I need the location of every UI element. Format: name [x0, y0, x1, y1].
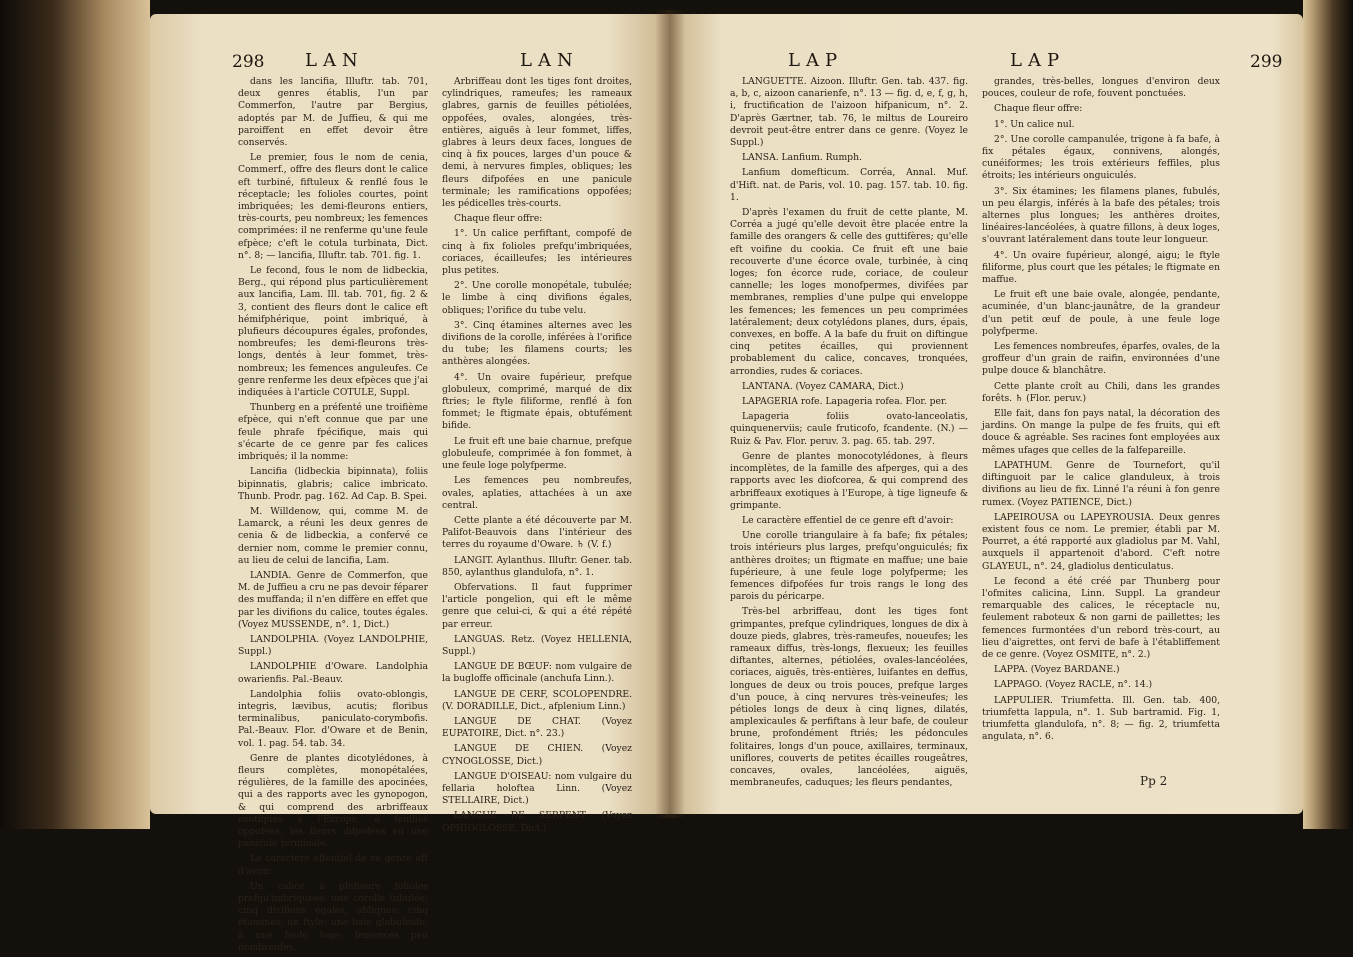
- running-head-right-col2: LAP: [1010, 50, 1066, 71]
- paragraph: dans les lancifia, Illuftr. tab. 701, deux genres établis, l'un par Commerfon, l'autre par Bergius, adoptés par M. de Juffieu, & qui me paroiffent en effet devoir être conservés.: [238, 76, 428, 149]
- paragraph: LAPPULIER. Triumfetta. Ill. Gen. tab. 400, triumfetta lappula, n°. 1. Sub bartramid. Fig. 1, triumfetta glandulofa, n°. 8; — fig. 2, triumfetta angulata, n°. 6.: [982, 694, 1220, 743]
- paragraph: LANGUE DE CHAT. (Voyez EUPATOIRE, Dict. n°. 23.): [442, 715, 632, 740]
- paragraph: Les femences peu nombreufes, ovales, aplaties, attachées à un axe central.: [442, 475, 632, 511]
- book-gutter: [655, 10, 685, 818]
- paragraph: Elle fait, dans fon pays natal, la décoration des jardins. On mange la pulpe de fes fruits, qui eft douce & agréable. Ses racines font employées aux mêmes ufages que celles de la falfepareille.: [982, 408, 1220, 456]
- paragraph: LANGUE DE CHIEN. (Voyez CYNOGLOSSE, Dict.): [442, 743, 632, 767]
- paragraph: 4°. Un ovaire fupérieur, alongé, aigu; le ftyle filiforme, plus court que les pétales; le ftigmate en maffue.: [982, 249, 1220, 286]
- paragraph: 4°. Un ovaire fupérieur, prefque globuleux, comprimé, marqué de dix ftries; le ftyle filiforme, renflé à fon fommet; le ftigmate épais, obtufément bifide.: [442, 371, 632, 432]
- paragraph: Chaque fleur offre:: [994, 103, 1083, 115]
- page-number-left: 298: [232, 52, 265, 72]
- paragraph: 3°. Cinq étamines alternes avec les divifions de la corolle, inférées à l'orifice du tube; les filamens courts; les anthères alongées.: [442, 319, 632, 368]
- paragraph: Le fruit eft une baie ovale, alongée, pendante, acuminée, d'un blanc-jaunâtre, de la grandeur d'un petit œuf de poule, à une feule loge polyfperme.: [982, 289, 1220, 337]
- running-head-left-col1: LAN: [305, 50, 364, 71]
- paragraph: grandes, très-belles, longues d'environ deux pouces, couleur de rofe, fouvent ponctuées.: [982, 76, 1220, 100]
- paragraph: Lanfium domefticum. Corréa, Annal. Muf. d'Hift. nat. de Paris, vol. 10. pag. 157. tab. 10. fig. 1.: [730, 167, 968, 203]
- paragraph: LAPATHUM. Genre de Tournefort, qu'il diftinguoit par le calice glanduleux, à trois divifions au lieu de fix. Linné l'a réuni à fon genre rumex. (Voyez PATIENCE, Dict.): [982, 459, 1220, 508]
- running-head-right-col1: LAP: [788, 50, 844, 71]
- paragraph: LANGUE DE BŒUF: nom vulgaire de la bugloffe officinale (anchufa Linn.).: [442, 661, 632, 685]
- paragraph: D'après l'examen du fruit de cette plante, M. Corréa a jugé qu'elle devoit être placée entre la famille des orangers & celle des guttifères; qu'elle eft voifine du cookia. Ce fruit eft une baie recouverte d'une écorce ovale, turbinée, à cinq loges; fon écorce rude, coriace, de couleur cannelle; les loges monofpermes, divifées par membranes, remplies d'une pulpe qui enveloppe les femences; les femences un peu comprimées latéralement; deux cotylédons planes, durs, épais, convexes, en boffe. A la bafe du fruit on diftingue cinq petites écailles, qui proviennent probablement du calice, concaves, tronquées, arrondies, rudes & coriaces.: [730, 207, 968, 377]
- paragraph: LANGIT. Aylanthus. Illuftr. Gener. tab. 850, aylanthus glandulofa, n°. 1.: [442, 554, 632, 578]
- paragraph: Arbriffeau dont les tiges font droites, cylindriques, rameufes; les rameaux glabres, garnis de feuilles pétiolées, oppofées, ovales, alongées, très-entières, aiguës à leur fommet, liffes, glabres à leurs deux faces, longues de cinq à fix pouces, larges d'un pouce & demi, à nervures fimples, obliques; les fleurs difpofées en une panicule terminale; les ramifications oppofées; les pédicelles très-courts.: [442, 76, 632, 210]
- page-number-right: 299: [1250, 52, 1283, 72]
- paragraph: Le fecond a été créé par Thunberg pour l'ofmites calicina, Linn. Suppl. La grandeur remarquable des calices, le réceptacle nu, feulement raboteux & non garni de paillettes; les femences furmontées d'un rebord très-court, au lieu d'aigrettes, ont fervi de bafe à l'établiffement de ce genre. (Voyez OSMITE, n°. 2.): [982, 575, 1220, 660]
- paragraph: LANGUETTE. Aizoon. Illuftr. Gen. tab. 437. fig. a, b, c, aizoon canarienfe, n°. 13 — fig. d, e, f, g, h, i, fructification de l'aizoon hifpanicum, n°. 2. D'après Gærtner, tab. 76, le miltus de Loureiro devroit peut-être entrer dans ce genre. (Voyez le Suppl.): [730, 76, 968, 149]
- paragraph: Les femences nombreufes, éparfes, ovales, de la groffeur d'un grain de raifin, environnées d'une pulpe douce & blanchâtre.: [982, 341, 1220, 377]
- paragraph: LANDOLPHIE d'Oware. Landolphia owarienfis. Pal.-Beauv.: [238, 661, 428, 685]
- paragraph: LANGUE D'OISEAU: nom vulgaire du fellaria holoftea Linn. (Voyez STELLAIRE, Dict.): [442, 770, 632, 807]
- book-edge-left: [0, 0, 150, 829]
- paragraph: 3°. Six étamines; les filamens planes, fubulés, un peu élargis, inférés à la bafe des pétales; trois alternes plus longues; les anthères droites, linéaires-lancéolées, à quatre fillons, à deux loges, s'ouvrant latéralement dans toute leur longueur.: [982, 185, 1220, 246]
- paragraph: Le caractère effentiel de ce genre eft d'avoir:: [238, 853, 428, 877]
- paragraph: Le premier, fous le nom de cenia, Commerf., offre des fleurs dont le calice eft turbiné, fiftuleux & renflé fous le réceptacle; les folioles courtes, point imbriquées; les demi-fleurons entiers, très-courts, peu nombreux; les femences comprimées: il ne renferme qu'une feule efpèce; c'eft le cotula turbinata, Dict. n°. 8; — lancifia, Illuftr. tab. 701. fig. 1.: [238, 152, 428, 261]
- right-page-column-2: [982, 76, 1220, 746]
- paragraph: Obfervations. Il faut fupprimer l'article pongelion, qui eft le même genre que celui-ci, & qui a été répété par erreur.: [442, 581, 632, 630]
- paragraph: LANDIA. Genre de Commerfon, que M. de Juffieu a cru ne pas devoir féparer des muffanda; il n'en diffère en effet que par les divifions du calice, toutes égales. (Voyez MUSSENDE, n°. 1, Dict.): [238, 569, 428, 630]
- signature-mark: Pp 2: [1140, 774, 1168, 788]
- paragraph: 2°. Une corolle monopétale, tubulée; le limbe à cinq divifions égales, obliques; l'orifice du tube velu.: [442, 280, 632, 316]
- paragraph: M. Willdenow, qui, comme M. de Lamarck, a réuni les deux genres de cenia & de lidbeckia, a confervé ce dernier nom, comme le premier connu, au lieu de celui de lancifia, Lam.: [238, 505, 428, 566]
- paragraph: LAPAGERIA rofe. Lapageria rofea. Flor. per.: [742, 396, 948, 408]
- paragraph: 1°. Un calice perfiftant, compofé de cinq à fix folioles prefqu'imbriquées, coriaces, écailleufes; les intérieures plus petites.: [442, 228, 632, 277]
- paragraph: Cette plante croît au Chili, dans les grandes forêts. ♄ (Flor. peruv.): [982, 380, 1220, 404]
- paragraph: Genre de plantes dicotylédones, à fleurs complètes, monopétalées, régulières, de la famille des apocinées, qui a des rapports avec les gynopogon, & qui comprend des arbriffeaux exotiques à l'Europe, à feuilles oppofées; les fleurs difpofées en une panicule terminale.: [238, 752, 428, 850]
- paragraph: Le fruit eft une baie charnue, prefque globuleufe, comprimée à fon fommet, à une feule loge polyfperme.: [442, 435, 632, 472]
- paragraph: LANDOLPHIA. (Voyez LANDOLPHIE, Suppl.): [238, 633, 428, 658]
- left-page-column-1: [238, 76, 428, 957]
- paragraph: Cette plante a été découverte par M. Palifot-Beauvois dans l'intérieur des terres du royaume d'Oware. ♄ (V. f.): [442, 514, 632, 551]
- book-edge-right: [1303, 0, 1353, 829]
- paragraph: 2°. Une corolle campanulée, trigone à fa bafe, à fix pétales égaux, connivens, alongés, cunéiformes; les trois extérieurs feffiles, plus étroits; les intérieurs onguiculés.: [982, 133, 1220, 182]
- paragraph: LANGUE DE CERF, SCOLOPENDRE. (V. DORADILLE, Dict., afplenium Linn.): [442, 688, 632, 712]
- paragraph: Une corolle triangulaire à fa bafe; fix pétales; trois intérieurs plus larges, prefqu'onguiculés; fix anthères droites; un ftigmate en maffue; une baie fupérieure, à une feule loge polyfperme; les femences difpofées fur trois rangs le long des parois du péricarpe.: [730, 530, 968, 603]
- right-page-column-1: [730, 76, 968, 792]
- left-page: [150, 14, 670, 953]
- paragraph: LANTANA. (Voyez CAMARA, Dict.): [742, 380, 904, 392]
- paragraph: Un calice à plufieurs folioles prefqu'imbriquées; une corolle tubulée; cinq divifions égales, obliques; cinq étamines; un ftyle; une baie globuleufe, à une feule loge; femences peu nombreufes.: [238, 880, 428, 953]
- paragraph: LANGUE DE SERPENT. (Voyez OPHIOGLOSSE, Dict.): [442, 810, 632, 834]
- paragraph: Lapageria foliis ovato-lanceolatis, quinquenerviis; caule fruticofo, fcandente. (N.) — Ruiz & Pav. Flor. peruv. 3. pag. 65. tab. 297.: [730, 411, 968, 447]
- paragraph: Chaque fleur offre:: [454, 213, 543, 225]
- right-page: [670, 14, 1303, 814]
- paragraph: LAPEIROUSA ou LAPEYROUSIA. Deux genres existent fous ce nom. Le premier, établi par M. Pourret, a été rapporté aux gladiolus par M. Vahl, auxquels il appartenoit d'abord. C'eft notre GLAYEUL, n°. 24, gladiolus denticulatus.: [982, 511, 1220, 572]
- paragraph: 1°. Un calice nul.: [994, 118, 1075, 130]
- running-head-left-col2: LAN: [520, 50, 579, 71]
- left-page-column-2: [442, 76, 632, 838]
- paragraph: Le caractère effentiel de ce genre eft d'avoir:: [742, 514, 954, 526]
- paragraph: Très-bel arbriffeau, dont les tiges font grimpantes, prefque cylindriques, longues de dix à douze pieds, glabres, très-rameufes, noueufes; les rameaux diffus, très-longs, flexueux; les feuilles diftantes, alternes, pétiolées, ovales-lancéolées, coriaces, aiguës, très-entières, luifantes en deffus, longues de deux ou trois pouces, prefque larges d'un pouce, à cinq nervures très-veineufes; les pétioles longs de deux à cinq lignes, dilatés, amplexicaules & perfiftans à leur bafe, de couleur brune, profondément ftriés; les pédoncules folitaires, longs d'un pouce, axillaires, terminaux, uniflores, couverts de petites écailles rougeâtres, concaves, ovales, lancéolées, aiguës, membraneufes, caduques; les fleurs pendantes,: [730, 606, 968, 789]
- paragraph: LANSA. Lanfium. Rumph.: [742, 152, 862, 164]
- paragraph: Le fecond, fous le nom de lidbeckia, Berg., qui répond plus particulièrement aux lancifia, Lam. Ill. tab. 701, fig. 2 & 3, contient des fleurs dont le calice eft hémifphérique, point imbriqué, à plufieurs découpures égales, profondes, nombreufes; les demi-fleurons très-longs, dentés à leur fommet, très-nombreux; les femences anguleufes. Ce genre renferme les deux efpèces que j'ai indiquées à l'article COTULE, Suppl.: [238, 265, 428, 399]
- paragraph: LAPPA. (Voyez BARDANE.): [994, 664, 1120, 676]
- paragraph: Landolphia foliis ovato-oblongis, integris, lævibus, acutis; floribus terminalibus, paniculato-corymbofis. Pal.-Beauv. Flor. d'Oware et de Benin, vol. 1. pag. 54. tab. 34.: [238, 688, 428, 749]
- paragraph: LANGUAS. Retz. (Voyez HELLENIA, Suppl.): [442, 633, 632, 657]
- paragraph: LAPPAGO. (Voyez RACLE, n°. 14.): [994, 679, 1153, 691]
- paragraph: Genre de plantes monocotylédones, à fleurs incomplètes, de la famille des afperges, qui a des rapports avec les diofcorea, & qui comprend des arbriffeaux exotiques à l'Europe, à tige ligneufe & grimpante.: [730, 450, 968, 511]
- paragraph: Lancifia (lidbeckia bipinnata), foliis bipinnatis, glabris; calice imbricato. Thunb. Prodr. pag. 162. Ad Cap. B. Spei.: [238, 466, 428, 502]
- paragraph: Thunberg en a préfenté une troifième efpèce, qui n'eft connue que par une feule phrafe fpécifique, mais qui s'écarte de ce genre par fes calices imbriqués; il la nomme:: [238, 402, 428, 463]
